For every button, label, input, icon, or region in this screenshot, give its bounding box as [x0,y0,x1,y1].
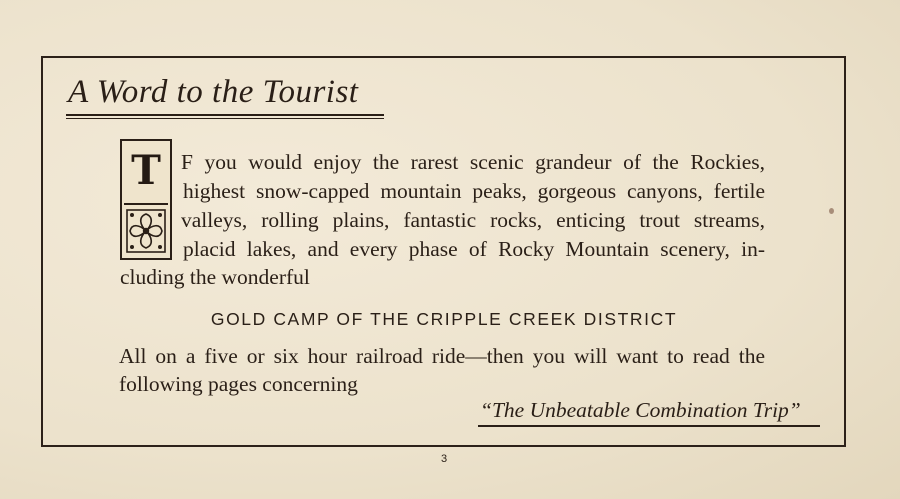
paragraph-line-5: cluding the wonderful [120,265,310,289]
drop-cap-letter: T [131,147,161,194]
subheading: GOLD CAMP OF THE CRIPPLE CREEK DISTRICT [210,309,678,329]
floral-ornament-icon [126,209,166,253]
heading-underline-thick [66,114,384,116]
drop-cap-box [120,139,172,260]
closing-line-1: All on a five or six hour railroad ride—then you will want to read the [119,344,765,368]
paragraph-line-1: F you would enjoy the rarest scenic grandeur of the Rockies, [181,150,765,174]
drop-cap-divider [124,203,168,205]
paragraph-line-4: placid lakes, and every phase of Rocky Mountain scenery, in- [183,237,765,261]
trip-title-signature: “The Unbeatable Combination Trip” [480,398,801,422]
page-heading: A Word to the Tourist [68,74,359,110]
heading-underline-thin [66,118,384,119]
closing-line-2: following pages concerning [119,372,358,396]
page-number: 3 [440,453,448,465]
paragraph-line-2: highest snow-capped mountain peaks, gorgeous canyons, fertile [183,179,765,203]
paragraph-line-3: valleys, rolling plains, fantastic rocks, enticing trout streams, [181,208,765,232]
signature-underline [478,425,820,427]
